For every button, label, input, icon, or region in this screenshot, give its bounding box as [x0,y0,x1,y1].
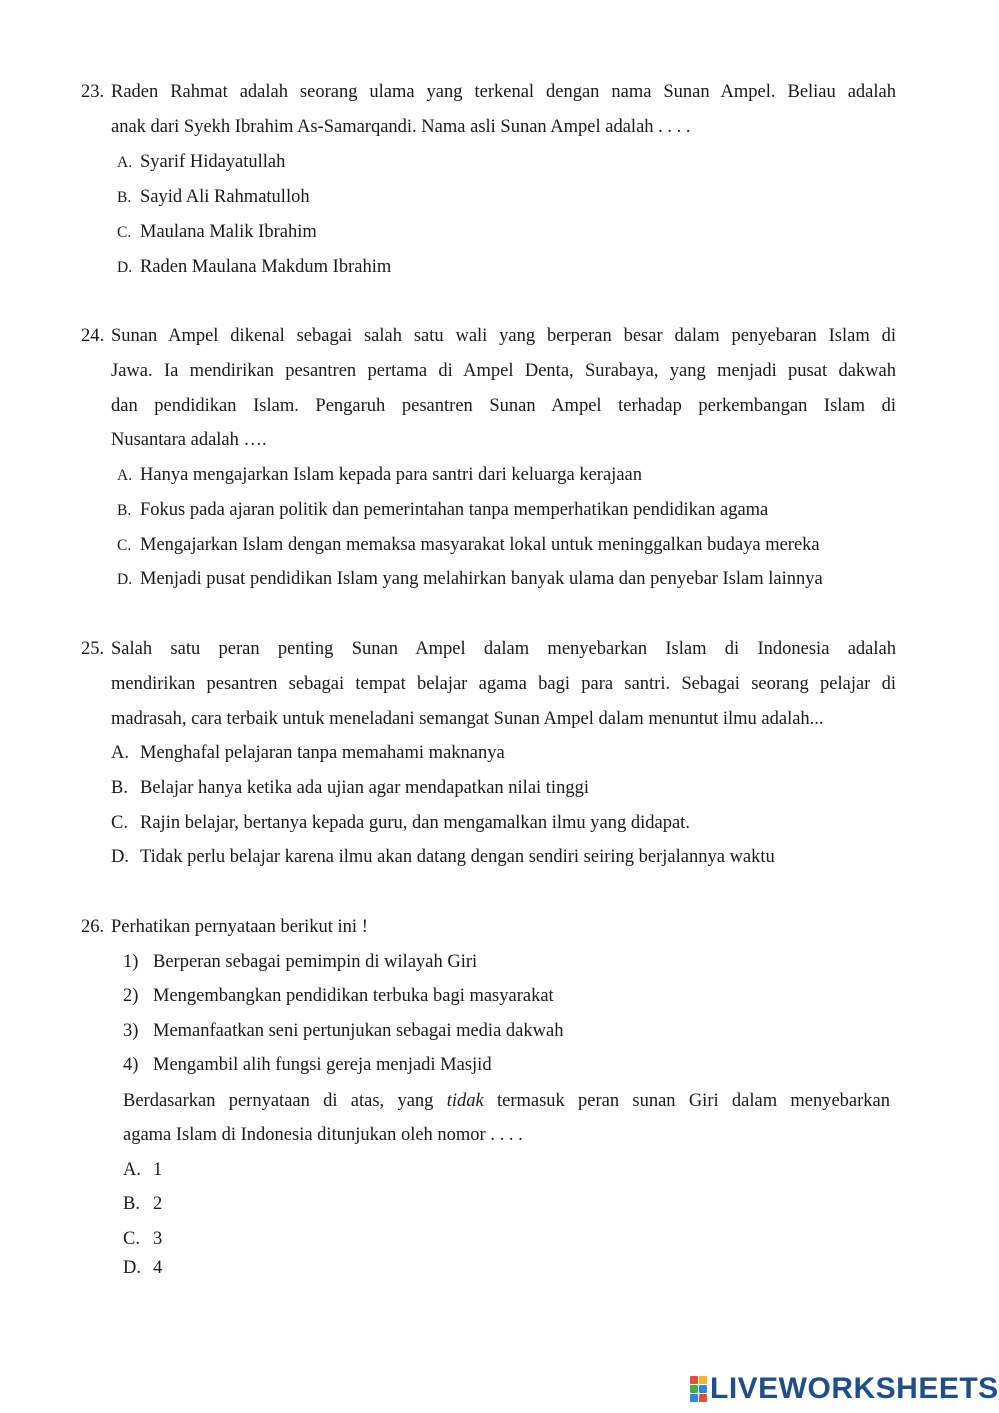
question-23-stem-line-1: Raden Rahmat adalah seorang ulama yang terkenal dengan nama Sunan Ampel. Beliau adalah [111,82,896,102]
question-24-stem-line-4: Nusantara adalah …. [111,430,267,450]
option-letter: B. [117,189,132,206]
question-23-option-d[interactable] [117,255,392,280]
option-letter: C. [117,224,132,241]
question-25-option-d[interactable] [111,845,775,869]
statement-3 [123,1019,564,1043]
liveworksheets-logo-icon [690,1376,708,1402]
question-25-option-c[interactable] [111,811,690,835]
option-text: Rajin belajar, bertanya kepada guru, dan mengamalkan ilmu yang didapat. [140,813,690,833]
statement-text: Mengambil alih fungsi gereja menjadi Masjid [153,1055,492,1075]
statement-1 [123,950,478,974]
question-26-stem-italic: tidak [446,1091,484,1111]
option-letter: D. [123,1258,141,1278]
question-25-option-a[interactable] [111,741,505,765]
option-text: 3 [153,1229,163,1249]
logo-square-icon [699,1376,707,1384]
option-text: 4 [153,1258,163,1278]
option-text: Raden Maulana Makdum Ibrahim [140,257,392,277]
question-26-option-a[interactable] [123,1158,163,1182]
statement-number: 2) [123,986,139,1006]
question-24-option-b[interactable] [117,498,769,523]
question-24-option-c[interactable] [117,533,820,558]
question-26-option-d[interactable] [123,1256,163,1280]
question-24-stem-line-2: Jawa. Ia mendirikan pesantren pertama di Ampel Denta, Surabaya, yang menjadi pusat dakwah [111,361,896,381]
option-letter: C. [117,537,132,554]
question-26-number: 26. [81,917,105,937]
option-text: Syarif Hidayatullah [140,152,286,172]
option-text: Menghafal pelajaran tanpa memahami maknanya [140,743,505,763]
option-letter: A. [123,1160,141,1180]
option-text: 2 [153,1194,163,1214]
question-24-option-a[interactable] [117,463,642,488]
logo-square-icon [699,1385,707,1393]
option-letter: C. [111,813,128,833]
question-26-option-b[interactable] [123,1192,163,1216]
question-25-stem-line-2: mendirikan pesantren sebagai tempat belajar agama bagi para santri. Sebagai seorang pelajar di [111,674,896,694]
question-23-option-b[interactable] [117,185,310,210]
question-26-stem-post: termasuk peran sunan Giri dalam menyebarkan [496,1091,891,1111]
option-letter: A. [111,743,129,763]
question-24-option-d[interactable] [117,567,823,592]
option-letter: A. [117,154,133,171]
question-25-number: 25. [81,639,105,659]
statement-number: 1) [123,952,139,972]
option-text: Mengajarkan Islam dengan memaksa masyarakat lokal untuk meninggalkan budaya mereka [140,535,820,555]
logo-square-icon [690,1385,698,1393]
statement-number: 3) [123,1021,139,1041]
question-24-number: 24. [81,326,105,346]
question-23-option-c[interactable] [117,220,317,245]
statement-4 [123,1053,492,1077]
liveworksheets-logo [690,1373,999,1405]
question-26-stem-line-2: agama Islam di Indonesia ditunjukan oleh nomor . . . . [123,1125,523,1145]
statement-text: Mengembangkan pendidikan terbuka bagi masyarakat [153,986,554,1006]
logo-square-icon [690,1394,698,1402]
option-letter: C. [123,1229,140,1249]
question-26-option-c[interactable] [123,1227,163,1251]
option-text: Maulana Malik Ibrahim [140,222,317,242]
option-text: Hanya mengajarkan Islam kepada para santri dari keluarga kerajaan [140,465,642,485]
question-25-option-b[interactable] [111,776,589,800]
question-26-stem-pre: Berdasarkan pernyataan di atas, yang [123,1091,434,1111]
question-26-stem-line-1 [123,1089,890,1113]
logo-square-icon [699,1394,707,1402]
question-25-stem-line-3: madrasah, cara terbaik untuk meneladani semangat Sunan Ampel dalam menuntut ilmu adalah... [111,709,824,729]
logo-square-icon [690,1376,698,1384]
statement-2 [123,984,554,1008]
question-24-stem-line-1: Sunan Ampel dikenal sebagai salah satu wali yang berperan besar dalam penyebaran Islam di [111,326,896,346]
option-letter: A. [117,467,133,484]
statement-text: Memanfaatkan seni pertunjukan sebagai media dakwah [153,1021,564,1041]
option-text: 1 [153,1160,163,1180]
option-letter: D. [117,571,133,588]
option-letter: B. [123,1194,140,1214]
option-letter: D. [111,847,129,867]
option-text: Menjadi pusat pendidikan Islam yang melahirkan banyak ulama dan penyebar Islam lainnya [140,569,823,589]
option-letter: D. [117,259,133,276]
statement-text: Berperan sebagai pemimpin di wilayah Giri [153,952,478,972]
option-text: Tidak perlu belajar karena ilmu akan datang dengan sendiri seiring berjalannya waktu [140,847,775,867]
question-25-stem-line-1: Salah satu peran penting Sunan Ampel dalam menyebarkan Islam di Indonesia adalah [111,639,896,659]
question-26-intro: Perhatikan pernyataan berikut ini ! [111,917,368,937]
question-23-stem-line-2: anak dari Syekh Ibrahim As-Samarqandi. Nama asli Sunan Ampel adalah . . . . [111,117,691,137]
option-text: Belajar hanya ketika ada ujian agar mendapatkan nilai tinggi [140,778,589,798]
question-23-number: 23. [81,82,105,102]
statement-number: 4) [123,1055,139,1075]
option-letter: B. [117,502,132,519]
option-letter: B. [111,778,128,798]
question-24-stem-line-3: dan pendidikan Islam. Pengaruh pesantren Sunan Ampel terhadap perkembangan Islam di [111,396,896,416]
option-text: Fokus pada ajaran politik dan pemerintahan tanpa memperhatikan pendidikan agama [140,500,769,520]
liveworksheets-logo-text: LIVEWORKSHEETS [710,1372,999,1405]
option-text: Sayid Ali Rahmatulloh [140,187,310,207]
question-23-option-a[interactable] [117,150,286,175]
